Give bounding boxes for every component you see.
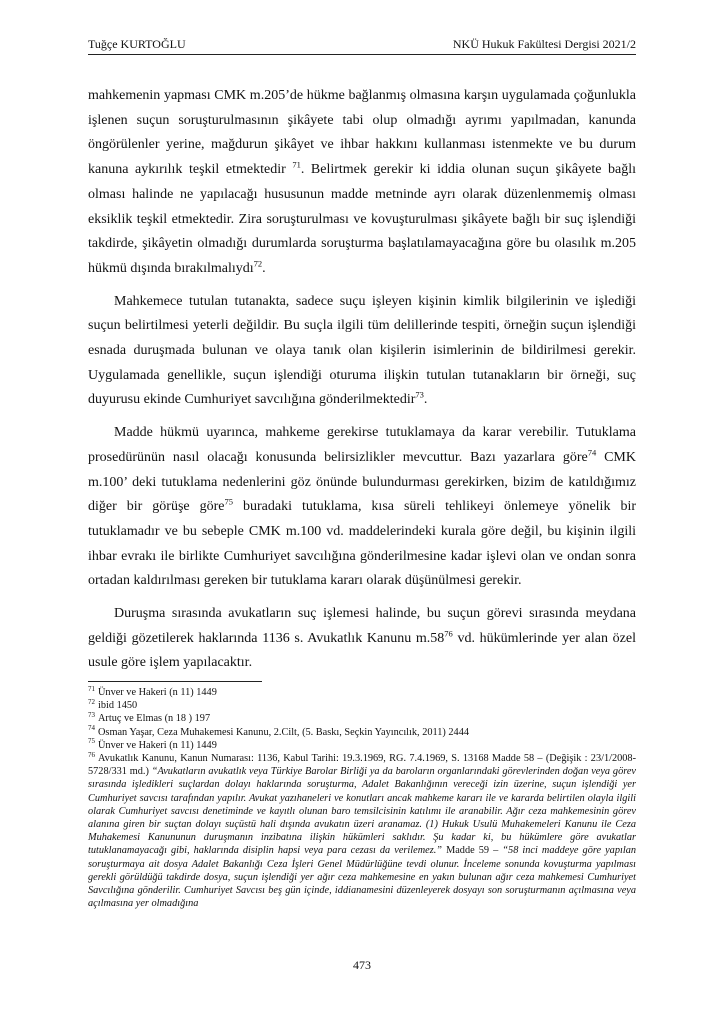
paragraph-3 (88, 421, 636, 594)
footnote-ref-71[interactable]: 71 (292, 159, 301, 170)
footnote-number: 75 (88, 737, 95, 746)
footnote-ref-76[interactable]: 76 (444, 628, 453, 639)
footnote-ref-72[interactable]: 72 (253, 258, 263, 269)
footnote-76 (88, 752, 636, 910)
paragraph-text: Duruşma sırasında avukatların suç işlemesi halinde, bu suçun görevi sırasında meydana geldiği gözetilerek haklarında 1136 s. Avukatlık Kanunu m.58 (88, 606, 636, 646)
footnote-number: 73 (88, 710, 95, 719)
footnote-71 (88, 686, 636, 699)
paragraph-2 (88, 290, 636, 414)
page-number: 473 (353, 958, 371, 972)
footnotes (88, 686, 636, 910)
paragraph-text: . Belirtmek gerekir ki iddia olunan suçun şikâyete bağlı olması halinde ne yapılacağı hususunun madde metninde ayrı olarak düzenlenmemiş olması eksiklik teşkil etmektedir. Zira soruşturulması ve kovuşturulması şikâyete bağlı bir suç işlendiği takdirde, şikâyetin olmadığı durumlarda soruşturma başlatılamayacağına göre bu olasılık m.205 hükmü dışında bırakılmalıydı (88, 162, 636, 276)
paragraph-text: vd. hükümlerinde yer alan özel usule göre işlem yapılacaktır. (88, 630, 636, 671)
footnote-number: 74 (88, 724, 95, 733)
footnote-text: Ünver ve Hakeri (n 11) 1449 (98, 739, 217, 751)
paragraph-1 (88, 84, 636, 282)
footnote-number: 72 (88, 697, 95, 706)
footnote-quote: “58 inci maddeye göre yapılan soruşturmaya ait dosya Adalet Bakanlığı Ceza İşleri Genel Müdürlüğüne tevdi olunur. İnceleme sonunda kovuşturma yapılması gerekli görüldüğü takdirde dosya, suçun işlendiği yer ağır ceza mahkemesine en yakın bulunan ağır ceza mahkemesi Cumhuriyet Savcılığına gönderilir. Cumhuriyet Savcısı beş gün içinde, iddianamesini düzenleyerek dosyayı son soruşturmanın açılmasına veya açılmasına yer olmadığına (88, 845, 636, 910)
footnote-text: ibid 1450 (98, 700, 138, 712)
footnote-quote: “Avukatların avukatlık veya Türkiye Barolar Birliği ya da baroların organlarındaki görevlerinden doğan veya görev sırasında işledikleri suçlardan dolayı haklarında soruşturma, Adalet Bakanlığının vereceği izin üzerine, suçun işlendiği yer Cumhuriyet savcısı tarafından yapılır. Avukat yazıhaneleri ve konutları ancak mahkeme kararı ile ve kararda belirtilen olayla ilgili olarak Cumhuriyet savcısı denetiminde ve kayıtlı olunan baro temsilcisinin katılımı ile aranabilir. Ağır ceza mahkemesinin görev alanına giren bir suçtan dolayı suçüstü hali dışında avukatın üzeri aranamaz. (1) Hukuk Usulü Muhakemeleri Kanunu ile Ceza Muhakemesi Kanununun duruşmanın inzibatına ilişkin hükümleri saklıdır. Şu kadar ki, bu hükümlere göre avukatlar tutuklanamayacağı gibi, haklarında disiplin hapsi veya para cezası da verilemez.” (88, 766, 636, 857)
footnote-text: Madde 59 – (442, 845, 503, 857)
paragraph-text: CMK m.100’ deki tutuklama nedenlerini göz önünde bulundurması gerekirken, bizim de katıldığımız diğer bir görüşe göre (88, 449, 636, 515)
footnote-75 (88, 739, 636, 752)
footnote-ref-75[interactable]: 75 (224, 496, 233, 507)
footnote-text: Ünver ve Hakeri (n 11) 1449 (98, 687, 217, 698)
paragraph-text: Mahkemece tutulan tutanakta, sadece suçu işleyen kişinin kimlik bilgilerinin ve işlediği suçun belirtilmesi yeterli değildir. Bu suçla ilgili tüm delillerinde tespiti, örneğin suçun işlendiği esnada duruşmada bulunan ve olaya tanık olan kişilerin isimlerinin de bildirilmesi gerekir. Uygulamada genellikle, suçun işlendiği oturuma ilişkin tutulan tutanakların bir örneği, suç duyurusu ekinde Cumhuriyet savcılığına gönderilmektedir (88, 293, 636, 408)
footnote-number: 71 (88, 684, 95, 693)
running-header (88, 36, 636, 52)
paragraph-text: . (423, 392, 428, 408)
footnote-ref-74[interactable]: 74 (587, 447, 597, 458)
footnote-text: Artuç ve Elmas (n 18 ) 197 (98, 713, 211, 725)
footnote-text: Avukatlık Kanunu, Kanun Numarası: 1136, Kabul Tarihi: 19.3.1969, RG. 7.4.1969, S. 13168 Madde 58 – (Değişik : 23/1/2008-5728/331 md.) (88, 753, 636, 778)
footnote-number: 76 (88, 750, 95, 759)
paragraph-text: mahkemenin yapması CMK m.205’de hükme bağlanmış olmasına karşın uygulamada çoğunlukla işlenen suçun soruşturulmasının şikâyete tabi olup olmadığı ayrımı yapılmadan, kanunda öngörülenler yerine, mağdurun şikâyet ve ihbar hakkını kullanması istenmekte ve bu durum kanuna aykırılık teşkil etmektedir (88, 88, 636, 178)
paragraph-text: Madde hükmü uyarınca, mahkeme gerekirse tutuklamaya da karar verebilir. Tutuklama prosedürünün nasıl olacağı konusunda belirsizlikler mevcuttur. Bazı yazarlara göre (88, 425, 636, 465)
footnote-74 (88, 726, 636, 739)
footnote-separator (88, 681, 262, 682)
header-author: Tuğçe KURTOĞLU (88, 37, 186, 51)
paragraph-text: buradaki tutuklama, kısa süreli tehlikeyi önlemeye yönelik bir tutuklamadır ve bu sebeple CMK m.100 vd. maddelerindeki kurala göre değil, bu kişinin ilgili ihbar evrakı ile birlikte Cumhuriyet savcılığına gönderilmesine kadar işlevi olan ve ondan sonra ortadan kaldırılması gereken bir tutuklama kararı olarak düşünülmesi gerekir. (88, 499, 636, 589)
paragraph-4 (88, 602, 636, 676)
header-journal: NKÜ Hukuk Fakültesi Dergisi 2021/2 (452, 37, 636, 51)
header-divider (88, 54, 636, 55)
footnote-text: Osman Yaşar, Ceza Muhakemesi Kanunu, 2.Cilt, (5. Baskı, Seçkin Yayıncılık, 2011) 2444 (98, 726, 470, 738)
footnote-73 (88, 712, 636, 725)
paragraph-text: . (262, 260, 266, 276)
main-text (88, 84, 636, 676)
footnote-ref-73[interactable]: 73 (415, 389, 424, 400)
footnote-72 (88, 699, 636, 712)
